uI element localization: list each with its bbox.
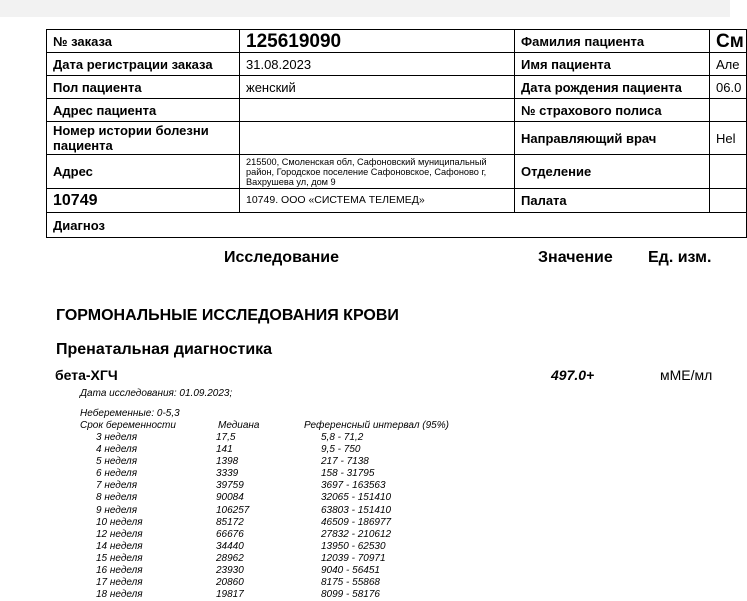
address-label: Адрес	[47, 155, 240, 189]
department-value	[710, 155, 747, 189]
reference-interval: 217 - 7138	[321, 456, 369, 468]
patient-address-value	[240, 99, 515, 122]
history-number-label: Номер истории болезни пациента	[47, 122, 240, 155]
reference-interval: 8175 - 55868	[321, 577, 380, 589]
surname-label: Фамилия пациента	[515, 30, 710, 53]
reference-median: 3339	[216, 468, 239, 480]
reference-median: 28962	[216, 552, 244, 564]
diagnosis-value	[240, 213, 747, 238]
reference-interval: 13950 - 62530	[321, 540, 386, 552]
test-unit: мМЕ/мл	[660, 367, 713, 383]
column-unit-header: Ед. изм.	[648, 249, 712, 266]
clinic-name: 10749. ООО «СИСТЕМА ТЕЛЕМЕД»	[240, 189, 515, 213]
ref-header-median: Медиана	[218, 420, 260, 431]
reference-week: 10 неделя	[96, 516, 143, 528]
reference-week: 17 неделя	[96, 577, 143, 589]
reference-week: 14 неделя	[96, 540, 143, 552]
reference-interval: 5,8 - 71,2	[321, 432, 364, 443]
reference-median: 23930	[216, 565, 244, 577]
reference-median: 85172	[216, 516, 244, 528]
reference-week: 9 неделя	[96, 504, 138, 516]
reference-week: 5 неделя	[96, 456, 138, 468]
section-title: ГОРМОНАЛЬНЫЕ ИССЛЕДОВАНИЯ КРОВИ	[56, 307, 399, 324]
reference-interval: 158 - 31795	[321, 468, 375, 480]
reference-week: 7 неделя	[96, 480, 138, 492]
name-value: Але	[710, 53, 747, 76]
nonpregnant-reference: Небеременные: 0-5,3	[80, 408, 180, 419]
order-number-label: № заказа	[47, 30, 240, 53]
sex-label: Пол пациента	[47, 76, 240, 99]
reference-median: 34440	[216, 540, 244, 552]
ward-value	[710, 189, 747, 213]
reference-week: 18 неделя	[96, 589, 143, 601]
reference-median: 66676	[216, 528, 244, 540]
reference-week: 15 неделя	[96, 552, 143, 564]
reference-interval: 46509 - 186977	[321, 516, 392, 528]
registration-date-label: Дата регистрации заказа	[47, 53, 240, 76]
reference-interval: 63803 - 151410	[321, 504, 392, 516]
department-label: Отделение	[515, 155, 710, 189]
address-value: 215500, Смоленская обл, Сафоновский муниципальный район, Городское поселение Сафоновское, Сафоново г, Вахрушева ул, дом 9	[240, 155, 515, 189]
reference-median: 17,5	[216, 432, 236, 443]
reference-interval: 12039 - 70971	[321, 552, 386, 564]
sex-value: женский	[240, 76, 515, 99]
reference-median: 19817	[216, 589, 244, 601]
top-band	[0, 0, 730, 17]
policy-label: № страхового полиса	[515, 99, 710, 122]
reference-week: 3 неделя	[96, 432, 138, 443]
reference-interval: 9,5 - 750	[321, 444, 361, 456]
clinic-code: 10749	[47, 189, 240, 213]
ward-label: Палата	[515, 189, 710, 213]
test-name: бета-ХГЧ	[55, 367, 118, 383]
registration-date: 31.08.2023	[240, 53, 515, 76]
reference-median: 90084	[216, 492, 244, 504]
reference-median: 106257	[216, 504, 250, 516]
birth-date-label: Дата рождения пациента	[515, 76, 710, 99]
referring-doctor-label: Направляющий врач	[515, 122, 710, 155]
test-value: 497.0+	[551, 367, 595, 383]
order-number: 125619090	[240, 30, 515, 53]
birth-date-value: 06.0	[710, 76, 747, 99]
column-value-header: Значение	[538, 249, 613, 266]
order-info-table	[46, 29, 747, 238]
reference-week: 12 неделя	[96, 528, 143, 540]
surname-value: См	[710, 30, 747, 53]
subsection-title: Пренатальная диагностика	[56, 341, 273, 358]
name-label: Имя пациента	[515, 53, 710, 76]
reference-week: 4 неделя	[96, 444, 138, 456]
reference-median: 1398	[216, 456, 239, 468]
ref-header-term: Срок беременности	[80, 420, 176, 431]
policy-value	[710, 99, 747, 122]
reference-interval: 9040 - 56451	[321, 565, 380, 577]
referring-doctor-value: Hel	[710, 122, 747, 155]
reference-interval: 27832 - 210612	[321, 528, 392, 540]
reference-week: 8 неделя	[96, 492, 138, 504]
column-study-header: Исследование	[224, 249, 339, 266]
reference-interval: 3697 - 163563	[321, 480, 386, 492]
reference-median: 39759	[216, 480, 244, 492]
reference-median: 141	[216, 444, 233, 456]
patient-address-label: Адрес пациента	[47, 99, 240, 122]
diagnosis-label: Диагноз	[47, 213, 240, 238]
reference-interval: 8099 - 58176	[321, 589, 380, 601]
history-number-value	[240, 122, 515, 155]
test-date-note: Дата исследования: 01.09.2023;	[80, 388, 233, 399]
reference-median: 20860	[216, 577, 244, 589]
reference-week: 16 неделя	[96, 565, 143, 577]
ref-header-interval: Референсный интервал (95%)	[304, 420, 449, 431]
reference-week: 6 неделя	[96, 468, 138, 480]
reference-interval: 32065 - 151410	[321, 492, 392, 504]
